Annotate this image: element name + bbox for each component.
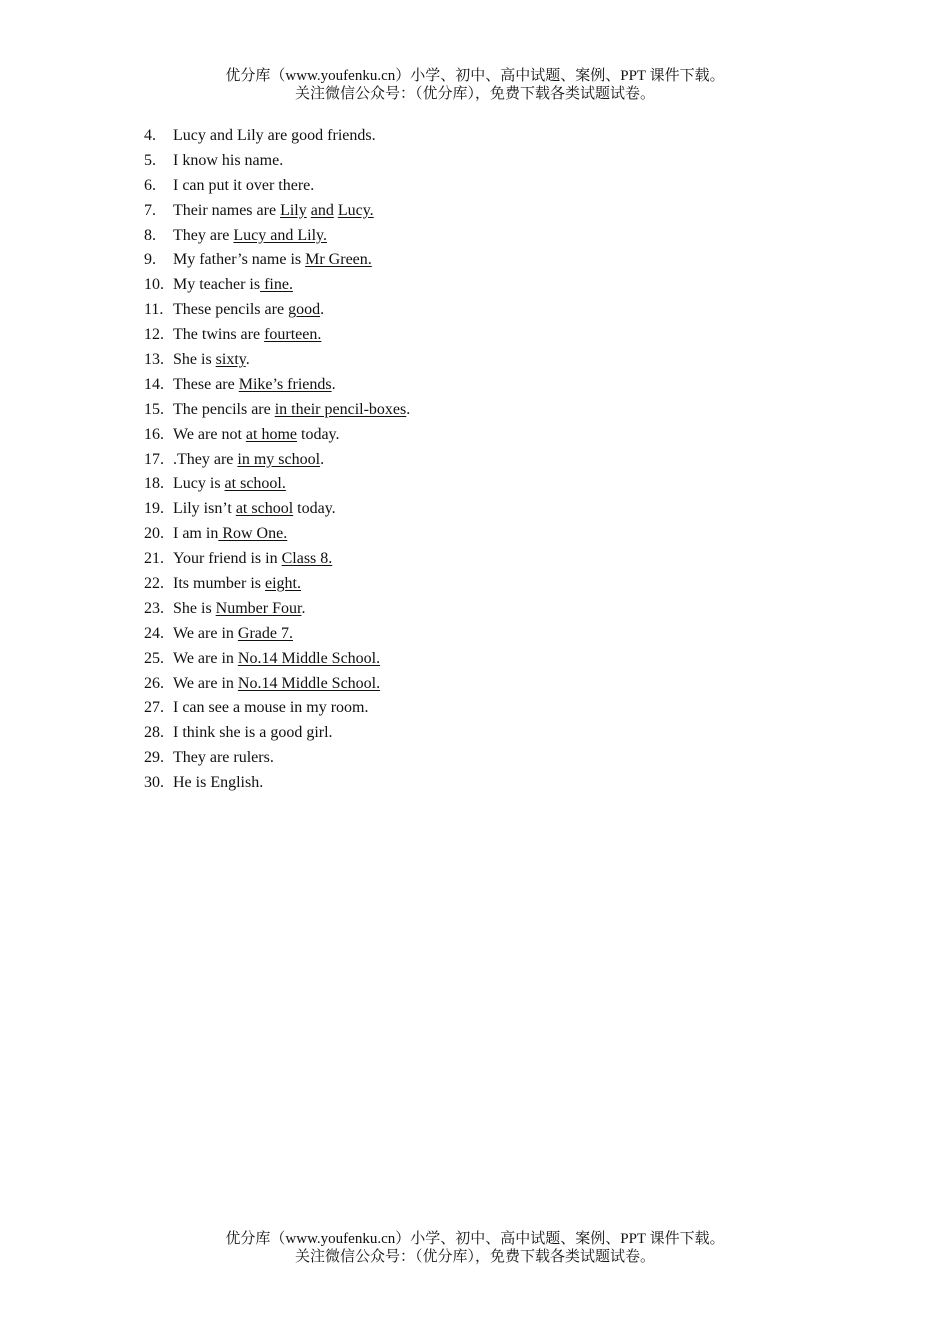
item-sentence (173, 647, 380, 672)
sentence-text: . (320, 450, 325, 468)
underlined-answer: at home (245, 425, 297, 443)
item-sentence (173, 497, 336, 522)
item-sentence (173, 448, 324, 473)
item-number: 17. (144, 450, 164, 468)
item-sentence (173, 348, 250, 373)
item-number: 7. (144, 201, 156, 219)
item-sentence (173, 298, 324, 323)
underlined-answer: good (288, 301, 321, 319)
list-item (144, 472, 410, 497)
item-sentence (173, 423, 340, 448)
list-item (144, 124, 410, 149)
sentence-text: Lucy is (173, 475, 225, 493)
sentence-text: Your friend is in (173, 550, 282, 568)
underlined-answer: Mr Green. (305, 251, 372, 269)
sentence-text: today. (297, 425, 340, 443)
item-sentence (173, 572, 301, 597)
sentence-text: . (406, 400, 411, 418)
list-item (144, 672, 410, 697)
sentence-text: I am in (173, 525, 219, 543)
underlined-answer: Lily (280, 201, 307, 219)
underlined-answer: in my school (237, 450, 321, 468)
sentence-text: We are in (173, 674, 238, 692)
list-item (144, 622, 410, 647)
list-item (144, 746, 410, 771)
item-number: 5. (144, 151, 156, 169)
item-sentence (173, 746, 274, 771)
list-item (144, 323, 410, 348)
item-number: 27. (144, 699, 164, 717)
underlined-answer: fourteen. (264, 326, 322, 344)
item-number: 4. (144, 127, 156, 144)
item-number: 20. (144, 525, 164, 543)
item-sentence (173, 224, 327, 249)
item-number: 23. (144, 599, 164, 617)
sentence-text: I can see a mouse in my room. (173, 699, 369, 717)
underlined-answer: Row One. (218, 525, 288, 543)
item-number: 25. (144, 649, 164, 667)
item-sentence (173, 472, 286, 497)
item-number: 18. (144, 475, 164, 493)
page-header (0, 67, 950, 103)
underlined-answer: No.14 Middle School. (237, 649, 381, 667)
list-item (144, 373, 410, 398)
item-sentence (173, 273, 293, 298)
list-item (144, 248, 410, 273)
list-item (144, 547, 410, 572)
list-item (144, 199, 410, 224)
item-sentence (173, 721, 333, 746)
item-number: 6. (144, 176, 156, 194)
list-item (144, 298, 410, 323)
item-number: 12. (144, 326, 164, 344)
list-item (144, 174, 410, 199)
underlined-answer: sixty (215, 351, 246, 369)
sentence-text: These pencils are (173, 301, 289, 319)
header-line-2: 关注微信公众号：（优分库），免费下载各类试题试卷。 (294, 86, 655, 102)
item-number: 8. (144, 226, 156, 244)
sentence-text: today. (293, 500, 336, 518)
item-number: 30. (144, 774, 164, 792)
item-number: 26. (144, 674, 164, 692)
list-item (144, 448, 410, 473)
list-item (144, 572, 410, 597)
item-sentence (173, 149, 283, 174)
item-number: 11. (144, 301, 164, 319)
item-number: 9. (144, 251, 156, 269)
sentence-text: . (245, 351, 250, 369)
list-item (144, 398, 410, 423)
item-number: 22. (144, 575, 164, 593)
item-number: 13. (144, 351, 164, 369)
item-sentence (173, 597, 305, 622)
footer-line-2: 关注微信公众号：（优分库），免费下载各类试题试卷。 (294, 1249, 655, 1265)
list-item (144, 273, 410, 298)
item-number: 16. (144, 425, 164, 443)
sentence-text: Its mumber is (173, 575, 265, 593)
list-item (144, 522, 410, 547)
sentence-text: I think she is a good girl. (173, 724, 333, 742)
item-number: 28. (144, 724, 164, 742)
item-number: 29. (144, 749, 164, 767)
underlined-answer: Lucy and Lily. (233, 226, 328, 244)
item-number: 14. (144, 375, 164, 393)
item-sentence (173, 323, 321, 348)
item-number: 24. (144, 624, 164, 642)
underlined-answer: in their pencil-boxes (274, 400, 407, 418)
item-sentence (173, 771, 263, 796)
underlined-answer: Mike’s friends (238, 375, 332, 393)
list-item (144, 647, 410, 672)
underlined-answer: eight. (265, 575, 301, 593)
underlined-answer: Number Four (215, 599, 302, 617)
underlined-answer: Grade 7. (237, 624, 293, 642)
item-sentence (173, 696, 369, 721)
item-number: 19. (144, 500, 164, 518)
sentence-text: She is (173, 599, 216, 617)
underlined-answer: Class 8. (281, 550, 333, 568)
sentence-text: Lucy and Lily are good friends. (173, 127, 376, 144)
header-line-1: 优分库（www.youfenku.cn）小学、初中、高中试题、案例、PPT 课件下载。 (225, 68, 725, 84)
list-item (144, 348, 410, 373)
underlined-answer: Lucy. (337, 201, 374, 219)
sentence-text: Their names are (173, 201, 281, 219)
sentence-text: . (320, 301, 325, 319)
underlined-answer: at school (235, 500, 294, 518)
item-sentence (173, 522, 287, 547)
item-sentence (173, 622, 293, 647)
sentence-text: My teacher is (173, 276, 261, 294)
page-footer (0, 1230, 950, 1266)
item-sentence (173, 174, 314, 199)
list-item (144, 224, 410, 249)
sentence-text: He is English. (173, 774, 264, 792)
sentence-text: . (301, 599, 306, 617)
footer-line-1: 优分库（www.youfenku.cn）小学、初中、高中试题、案例、PPT 课件下载。 (225, 1231, 725, 1247)
sentence-text: .They are (173, 450, 238, 468)
list-item (144, 721, 410, 746)
sentence-text: I can put it over there. (173, 176, 315, 194)
list-item (144, 771, 410, 796)
item-sentence (173, 248, 372, 273)
list-item (144, 597, 410, 622)
sentence-text: We are not (173, 425, 246, 443)
list-item (144, 149, 410, 174)
sentence-text: I know his name. (173, 151, 284, 169)
sentence-text: My father’s name is (173, 251, 306, 269)
item-sentence (173, 199, 374, 224)
list-item (144, 696, 410, 721)
underlined-answer: No.14 Middle School. (237, 674, 381, 692)
item-number: 10. (144, 276, 164, 294)
item-number: 21. (144, 550, 164, 568)
sentence-text: Lily isn’t (173, 500, 236, 518)
item-sentence (173, 373, 336, 398)
item-number: 15. (144, 400, 164, 418)
item-sentence (173, 124, 376, 149)
exercise-list (144, 124, 410, 796)
sentence-text: The pencils are (173, 400, 275, 418)
sentence-text: . (331, 375, 336, 393)
sentence-text: The twins are (173, 326, 265, 344)
underlined-answer: fine. (260, 276, 293, 294)
list-item (144, 497, 410, 522)
underlined-answer: at school. (224, 475, 286, 493)
list-item (144, 423, 410, 448)
sentence-text: She is (173, 351, 216, 369)
item-sentence (173, 672, 380, 697)
sentence-text: They are (173, 226, 234, 244)
underlined-answer: and (310, 201, 334, 219)
item-sentence (173, 398, 410, 423)
sentence-text: We are in (173, 649, 238, 667)
sentence-text: These are (173, 375, 239, 393)
sentence-text: They are rulers. (173, 749, 274, 767)
sentence-text: We are in (173, 624, 238, 642)
item-sentence (173, 547, 332, 572)
